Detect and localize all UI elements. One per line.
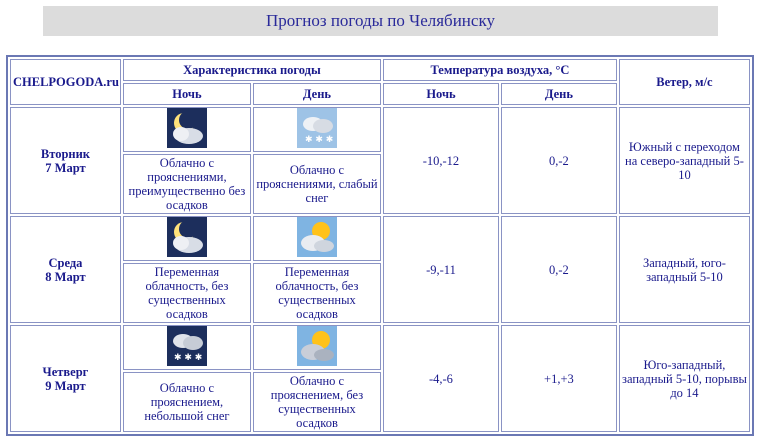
clouds-snow-icon: [167, 326, 207, 366]
night-description: Облачно с прояснениями, преимущественно без осадков: [123, 154, 251, 214]
weekday-label: Среда: [48, 255, 83, 270]
forecast-table: [6, 55, 754, 436]
moon-clouds-icon: [167, 108, 207, 148]
wind-header: Ветер, м/с: [619, 59, 750, 105]
weekday-label: Вторник: [40, 146, 91, 161]
date-label: 8 Март: [45, 269, 86, 284]
moon-clouds-icon: [167, 217, 207, 257]
wind-value: Юго-западный, западный 5-10, порывы до 14: [619, 325, 750, 432]
wind-value: Западный, юго-западный 5-10: [619, 216, 750, 323]
temp-night-value: -9,-11: [383, 216, 499, 323]
forecast-row: [10, 325, 750, 370]
temp-day-header: День: [501, 83, 617, 105]
sun-clouds-icon: [297, 326, 337, 366]
weather-day-header: День: [253, 83, 381, 105]
temp-day-value: +1,+3: [501, 325, 617, 432]
night-description: Переменная облачность, без существенных осадков: [123, 263, 251, 323]
temp-night-value: -10,-12: [383, 107, 499, 214]
weather-group-header: Характеристика погоды: [123, 59, 381, 81]
date-cell: [10, 216, 121, 323]
day-description: Облачно с прояснением, без существенных осадков: [253, 372, 381, 432]
svg-text:✱ ✱ ✱: ✱ ✱ ✱: [173, 353, 203, 363]
clouds-snow-icon: [297, 108, 337, 148]
date-label: 9 Март: [45, 378, 86, 393]
temp-day-value: 0,-2: [501, 107, 617, 214]
temp-night-header: Ночь: [383, 83, 499, 105]
svg-text:✱ ✱ ✱: ✱ ✱ ✱: [304, 135, 334, 145]
site-name-cell[interactable]: CHELPOGODA.ru: [10, 59, 121, 105]
day-description: Переменная облачность, без существенных осадков: [253, 263, 381, 323]
forecast-row: [10, 107, 750, 152]
forecast-row: [10, 216, 750, 261]
weather-night-header: Ночь: [123, 83, 251, 105]
date-label: 7 Март: [45, 160, 86, 175]
temp-day-value: 0,-2: [501, 216, 617, 323]
date-cell: [10, 107, 121, 214]
weekday-label: Четверг: [42, 364, 89, 379]
page-title: Прогноз погоды по Челябинску: [43, 6, 718, 36]
date-cell: [10, 325, 121, 432]
day-description: Облачно с прояснениями, слабый снег: [253, 154, 381, 214]
sun-clouds-icon: [297, 217, 337, 257]
wind-value: Южный с переходом на северо-западный 5-10: [619, 107, 750, 214]
temp-night-value: -4,-6: [383, 325, 499, 432]
night-description: Облачно с прояснением, небольшой снег: [123, 372, 251, 432]
temp-group-header: Температура воздуха, °С: [383, 59, 617, 81]
